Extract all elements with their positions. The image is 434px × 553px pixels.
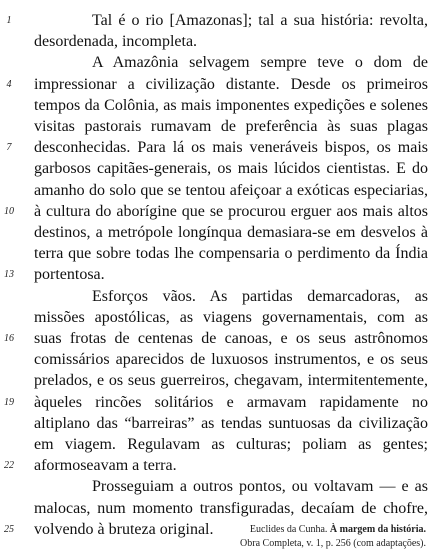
- source-citation: [196, 523, 426, 551]
- line-number: 10: [4, 205, 14, 217]
- line-text: impressionar a civilização distante. Desde os primeiros: [34, 75, 428, 93]
- line-number: 19: [4, 396, 14, 408]
- text-line: [0, 349, 434, 370]
- text-line: [0, 52, 434, 73]
- text-line: [0, 392, 434, 413]
- text-line: [0, 476, 434, 497]
- text-line: [0, 370, 434, 391]
- line-text: missões apostólicas, as viagens governamentais, com as: [34, 308, 428, 326]
- line-number: 7: [6, 142, 12, 154]
- citation-line-1: [196, 523, 426, 537]
- text-line: [0, 95, 434, 116]
- line-number: 22: [4, 460, 14, 472]
- line-number: 16: [4, 333, 14, 344]
- text-line: [0, 222, 434, 243]
- line-text: desordenada, incompleta.: [34, 33, 198, 51]
- citation-title: À margem da história.: [329, 523, 426, 535]
- text-line: [0, 328, 434, 349]
- text-line: [0, 264, 434, 285]
- line-text: visitas pastorais rumavam de preferência às suas plagas: [34, 118, 428, 135]
- line-number: 1: [6, 15, 12, 26]
- text-line: [0, 137, 434, 158]
- text-line: [0, 10, 434, 31]
- line-text: destinos, a metrópole longínqua demasiara-se em desvelos à: [34, 224, 428, 241]
- citation-details: Obra Completa, v. 1, p. 256 (com adaptações).: [240, 537, 426, 549]
- text-line: [0, 455, 434, 476]
- line-text: garbosos capitães-generais, os mais lúcidos cientistas. E do: [34, 160, 428, 178]
- text-line: [0, 158, 434, 179]
- line-text: suas frotas de centenas de canoas, e os seus astrônomos: [34, 330, 428, 347]
- text-line: [0, 201, 434, 222]
- text-line: [0, 243, 434, 264]
- line-text: à cultura do aborígine que se procurou erguer aos mais altos: [34, 202, 428, 220]
- line-text: Esforços vãos. As partidas demarcadoras, as: [92, 287, 428, 305]
- line-text: malocas, num momento transfiguradas, decaíam de chofre,: [34, 499, 428, 517]
- line-text: portentosa.: [34, 266, 105, 284]
- text-line: [0, 413, 434, 434]
- line-text: comissários aparecidos de luxuosos instrumentos, e os seus: [34, 351, 428, 369]
- text-line: [0, 434, 434, 455]
- line-text: em viagem. Regulavam as culturas; poliam as gentes;: [34, 436, 428, 453]
- text-line: [0, 307, 434, 328]
- text-line: [0, 116, 434, 137]
- text-line: [0, 286, 434, 307]
- line-text: terra que sobre todas lhe compensaria o perdimento da Índia: [34, 245, 428, 263]
- line-text: àqueles rincões solitários e armavam rapidamente no: [34, 393, 428, 411]
- text-line: [0, 74, 434, 95]
- line-text: Prosseguiam a outros pontos, ou voltavam — e as: [92, 478, 428, 496]
- text-line: [0, 31, 434, 52]
- line-text: aformoseavam a terra.: [34, 457, 177, 475]
- line-text: volvendo à bruteza original.: [34, 520, 214, 538]
- line-text: altiplano das “barreiras” as tendas suntuosas da civilização: [34, 414, 428, 432]
- text-line: [0, 180, 434, 201]
- line-text: Tal é o rio [Amazonas]; tal a sua história: revolta,: [92, 12, 428, 29]
- citation-author: Euclides da Cunha.: [249, 523, 328, 535]
- line-text: amanho do solo que se tentou afeiçoar a exóticas especiarias,: [34, 181, 428, 199]
- line-number: 4: [6, 78, 12, 90]
- line-number: 25: [4, 523, 14, 535]
- line-text: desconhecidas. Para lá os mais veneráveis bispos, os mais: [34, 139, 428, 157]
- line-text: tempos da Colônia, as mais imponentes expedições e solenes: [34, 96, 428, 114]
- line-number: 13: [4, 269, 14, 281]
- line-text: prelados, e os seus guerreiros, chegavam, intermitentemente,: [34, 372, 428, 390]
- line-text: A Amazônia selvagem sempre teve o dom de: [92, 54, 428, 72]
- text-line: [0, 498, 434, 519]
